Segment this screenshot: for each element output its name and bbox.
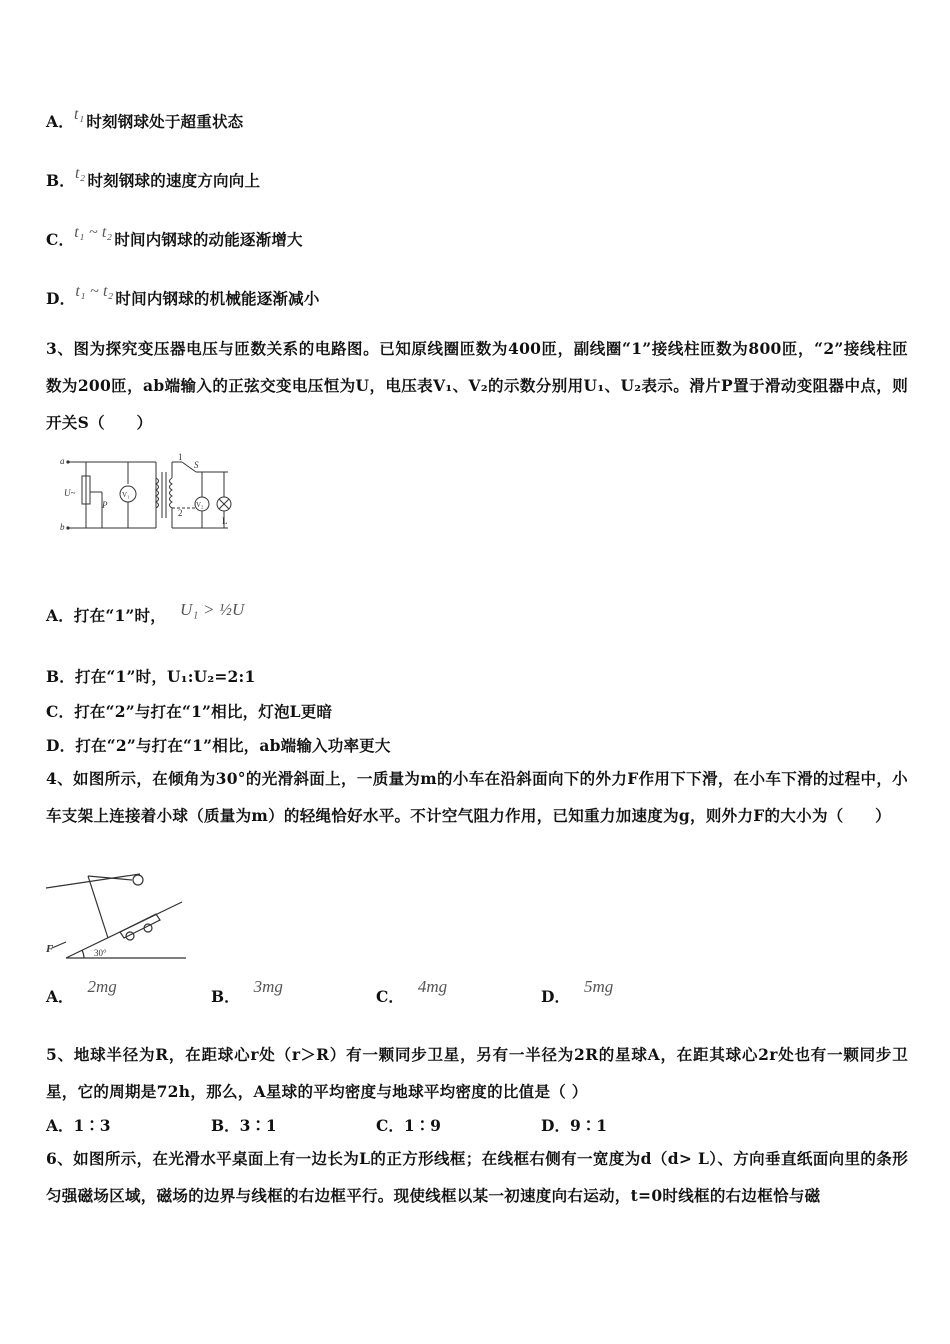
option-label: A． bbox=[46, 987, 74, 1006]
q2-option-d bbox=[46, 283, 320, 309]
option-label: A． bbox=[46, 112, 74, 131]
option-formula: 2mg bbox=[87, 977, 117, 996]
option-text: 时间内钢球的动能逐渐增大 bbox=[114, 230, 303, 249]
q5-option-b: B．3∶1 bbox=[211, 1116, 277, 1135]
voltage-u-label: U~ bbox=[64, 488, 76, 498]
q4-option-c bbox=[376, 977, 448, 1007]
q3-option-b: B．打在“1”时，U₁:U₂=2:1 bbox=[46, 667, 256, 686]
lamp-l-label: L bbox=[222, 516, 228, 526]
q6-stem: 6、如图所示，在光滑水平桌面上有一边长为L的正方形线框；在线框右侧有一宽度为d（d> L）、方向垂直纸面向里的条形匀强磁场区域，磁场的边界与线框的右边框平行。现使线框以某一初速度向右运动，t=0时线框的右边框恰与磁 bbox=[46, 1149, 908, 1205]
q3-stem: 3、图为探究变压器电压与匝数关系的电路图。已知原线圈匝数为400匝，副线圈“1”接线柱匝数为800匝，“2”接线柱匝数为200匝，ab端输入的正弦交变电压恒为U，电压表V₁、V₂的示数分别用U₁、U₂表示。滑片P置于滑动变阻器中点，则开关S（ ） bbox=[46, 339, 908, 432]
switch-s-label: S bbox=[194, 460, 199, 470]
q2-option-b bbox=[46, 165, 261, 191]
q5-option-c: C．1∶9 bbox=[376, 1116, 441, 1135]
option-label: D． bbox=[541, 987, 570, 1006]
option-formula: 3mg bbox=[253, 977, 283, 996]
voltmeter-v1-label: V₁ bbox=[122, 491, 130, 499]
option-label: B． bbox=[211, 987, 240, 1006]
q3-option-a bbox=[46, 600, 245, 626]
time-symbol: t₁ ~ t₂ bbox=[74, 224, 113, 241]
q2-option-c bbox=[46, 224, 303, 250]
terminal-a-label: a bbox=[60, 456, 65, 466]
q3-option-d: D．打在“2”与打在“1”相比，ab端输入功率更大 bbox=[46, 736, 391, 755]
option-text: 时刻钢球的速度方向向上 bbox=[87, 171, 261, 190]
q3-circuit-figure bbox=[56, 452, 246, 538]
option-formula: 5mg bbox=[583, 977, 614, 996]
terminal-2-label: 2 bbox=[178, 508, 183, 518]
q4-option-d bbox=[541, 977, 614, 1007]
time-symbol: t₁ bbox=[73, 106, 85, 123]
option-label: D． bbox=[46, 289, 76, 308]
option-text: 时间内钢球的机械能逐渐减小 bbox=[115, 289, 320, 308]
option-label: C． bbox=[46, 230, 75, 249]
option-formula: 4mg bbox=[417, 977, 448, 996]
time-symbol: t₂ bbox=[75, 165, 86, 182]
q5-stem: 5、地球半径为R，在距球心r处（r＞R）有一颗同步卫星，另有一半径为2R的星球A，在距其球心2r处也有一颗同步卫星，它的周期是72h，那么，A星球的平均密度与地球平均密度的比值是（ ） bbox=[46, 1045, 908, 1101]
force-f-label: F bbox=[46, 943, 54, 955]
q3-option-c: C．打在“2”与打在“1”相比，灯泡L更暗 bbox=[46, 702, 333, 721]
option-label: A．打在“1”时， bbox=[46, 606, 166, 625]
time-symbol: t₁ ~ t₂ bbox=[75, 283, 114, 300]
q5-option-d: D．9∶1 bbox=[541, 1116, 608, 1135]
option-label: C． bbox=[376, 987, 404, 1006]
q2-option-a bbox=[46, 106, 244, 132]
terminal-b-label: b bbox=[60, 522, 65, 532]
terminal-1-label: 1 bbox=[178, 452, 183, 462]
q5-option-a: A．1∶3 bbox=[46, 1116, 111, 1135]
inequality-formula: U₁ > ½U bbox=[179, 600, 245, 619]
voltmeter-v2-label: V₂ bbox=[196, 501, 204, 509]
slider-p-label: P bbox=[102, 500, 108, 510]
q4-stem: 4、如图所示，在倾角为30°的光滑斜面上，一质量为m的小车在沿斜面向下的外力F作用下下滑，在小车下滑的过程中，小车支架上连接着小球（质量为m）的轻绳恰好水平。不计空气阻力作用，已知重力加速度为g，则外力F的大小为（ ） bbox=[46, 769, 908, 825]
q4-option-a bbox=[46, 977, 117, 1007]
option-label: B． bbox=[46, 171, 76, 190]
q4-incline-figure bbox=[44, 872, 189, 964]
angle-label: 30° bbox=[94, 948, 107, 958]
option-text: 时刻钢球处于超重状态 bbox=[86, 112, 244, 131]
q4-option-b bbox=[211, 977, 283, 1007]
